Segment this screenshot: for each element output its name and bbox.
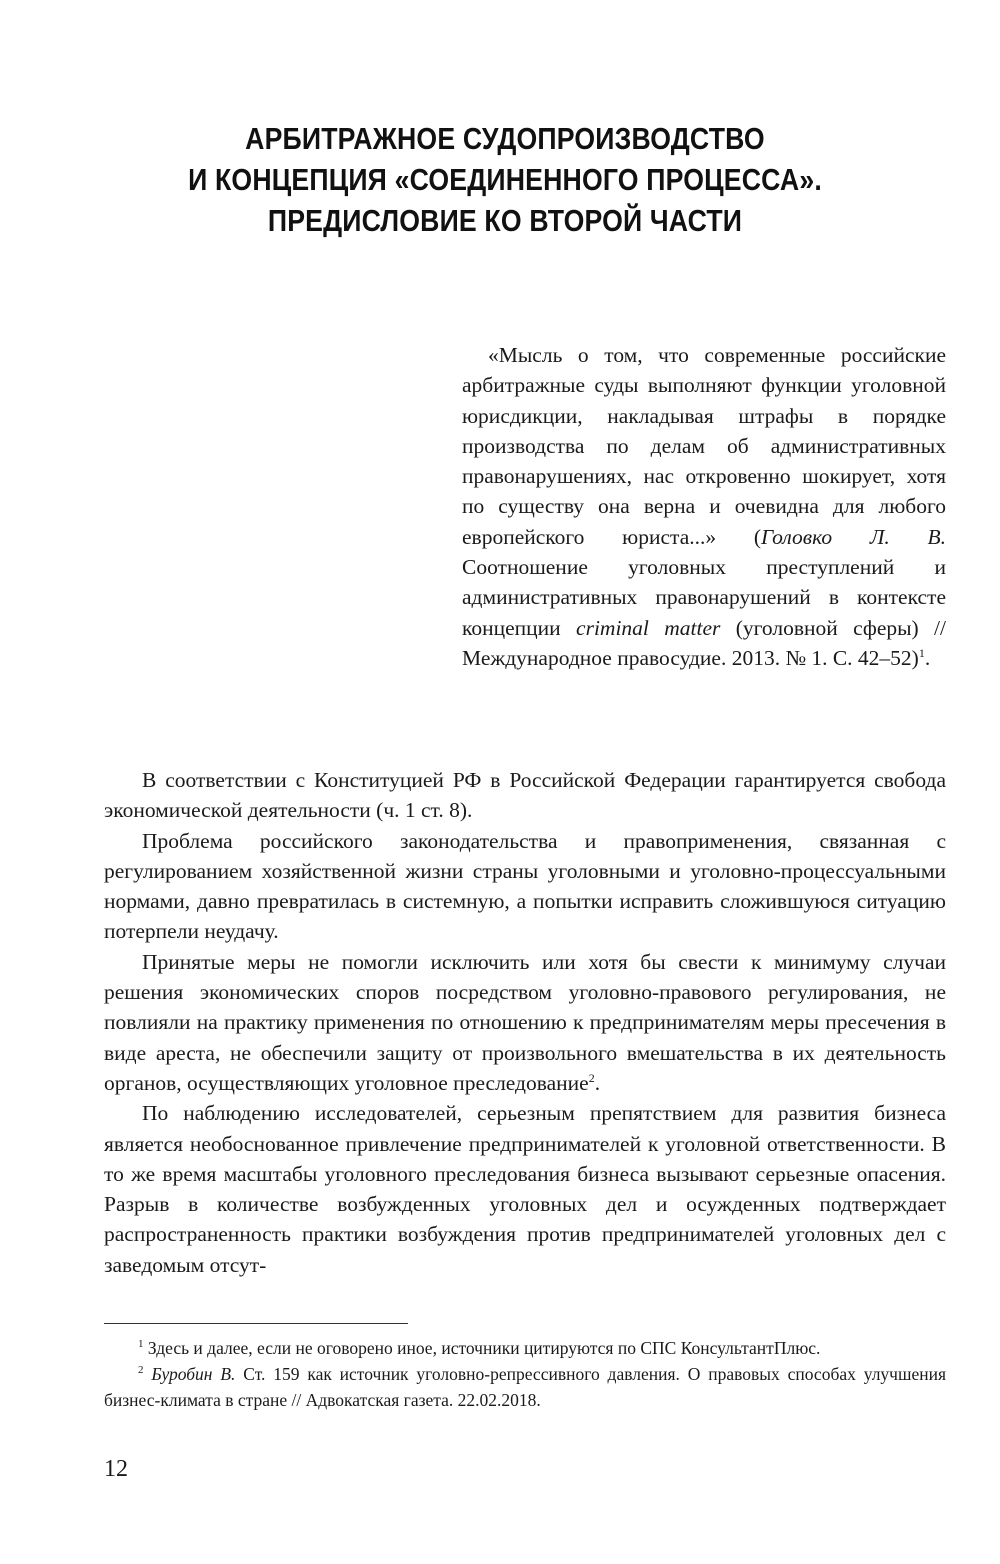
chapter-title-line-2: И КОНЦЕПЦИЯ «СОЕДИНЕННОГО ПРОЦЕССА».	[188, 162, 822, 197]
epigraph-term: criminal matter	[576, 615, 721, 640]
chapter-title	[157, 118, 854, 241]
footnote-1-text: Здесь и далее, если не оговорено иное, источники цитируются по СПС КонсультантПлюс.	[143, 1338, 821, 1358]
body-paragraph-3-end: .	[594, 1070, 601, 1095]
footnote-1-mark: 1	[138, 1338, 144, 1350]
body-paragraph-2: Проблема российского законодательства и правоприменения, связанная с регулированием хозяйственной жизни страны уголовными и уголовно-процессуальными нормами, давно превратилась в системную, а попытки исправить сложившуюся ситуацию потерпели неудачу.	[104, 828, 946, 944]
epigraph-quote: «Мысль о том, что современные российские арбитражные суды выполняют функции уголовной юрисдикции, накладывая штрафы в порядке производства по делам об административных правонарушениях, нас откровенно шокирует, хотя по существу она верна и очевидна для любого европейского юриста...» (	[462, 343, 946, 549]
epigraph-end: .	[924, 645, 931, 670]
footnote-2-text: Ст. 159 как источник уголовно-репрессивного давления. О правовых способах улучшения бизнес-климата в стране // Адвокатская газета. 22.02.2018.	[104, 1364, 946, 1410]
footnote-2	[104, 1361, 946, 1413]
chapter-title-line-1: АРБИТРАЖНОЕ СУДОПРОИЗВОДСТВО	[245, 121, 765, 156]
body-paragraph-3	[104, 947, 946, 1098]
footnote-2-author: Буробин В.	[151, 1364, 236, 1384]
footnote-ref-2[interactable]: 2	[588, 1070, 595, 1085]
epigraph-paragraph	[462, 340, 946, 673]
body-paragraph-1: В соответствии с Конституцией РФ в Российской Федерации гарантируется свобода экономической деятельности (ч. 1 ст. 8).	[104, 768, 946, 823]
epigraph-author: Головко Л. В.	[761, 524, 947, 549]
footnote-1	[104, 1335, 946, 1361]
epigraph	[462, 340, 946, 673]
page-number: 12	[104, 1456, 128, 1482]
footnote-2-mark: 2	[138, 1364, 144, 1376]
footnote-ref-1[interactable]: 1	[918, 645, 925, 660]
footnotes	[104, 1335, 946, 1413]
chapter-title-line-3: ПРЕДИСЛОВИЕ КО ВТОРОЙ ЧАСТИ	[267, 203, 743, 238]
body-paragraph-3-text: Принятые меры не помогли исключить или хотя бы свести к минимуму случаи решения экономических споров посредством уголовно-правового регулирования, не повлияли на практику применения по отношению к предпринимателям меры пресечения в виде ареста, не обеспечили защиту от произвольного вмешательства в их деятельность органов, осуществляющих уголовное преследование	[104, 949, 946, 1095]
footnote-divider	[104, 1323, 408, 1324]
epigraph-source-part-1: Соотношение уголовных преступлений и административных правонарушений в контексте концепции	[462, 555, 946, 640]
body-text	[104, 765, 946, 1280]
body-paragraph-4: По наблюдению исследователей, серьезным препятствием для развития бизнеса является необоснованное привлечение предпринимателей к уголовной ответственности. В то же время масштабы уголовного преследования бизнеса вызывают серьезные опасения. Разрыв в количестве возбужденных уголовных дел и осужденных подтверждает распространенность практики возбуждения против предпринимателей уголовных дел с заведомым отсут-	[104, 1101, 946, 1277]
epigraph-source-part-2: (уголовной сферы) // Международное правосудие. 2013. № 1. С. 42–52)	[462, 615, 946, 670]
